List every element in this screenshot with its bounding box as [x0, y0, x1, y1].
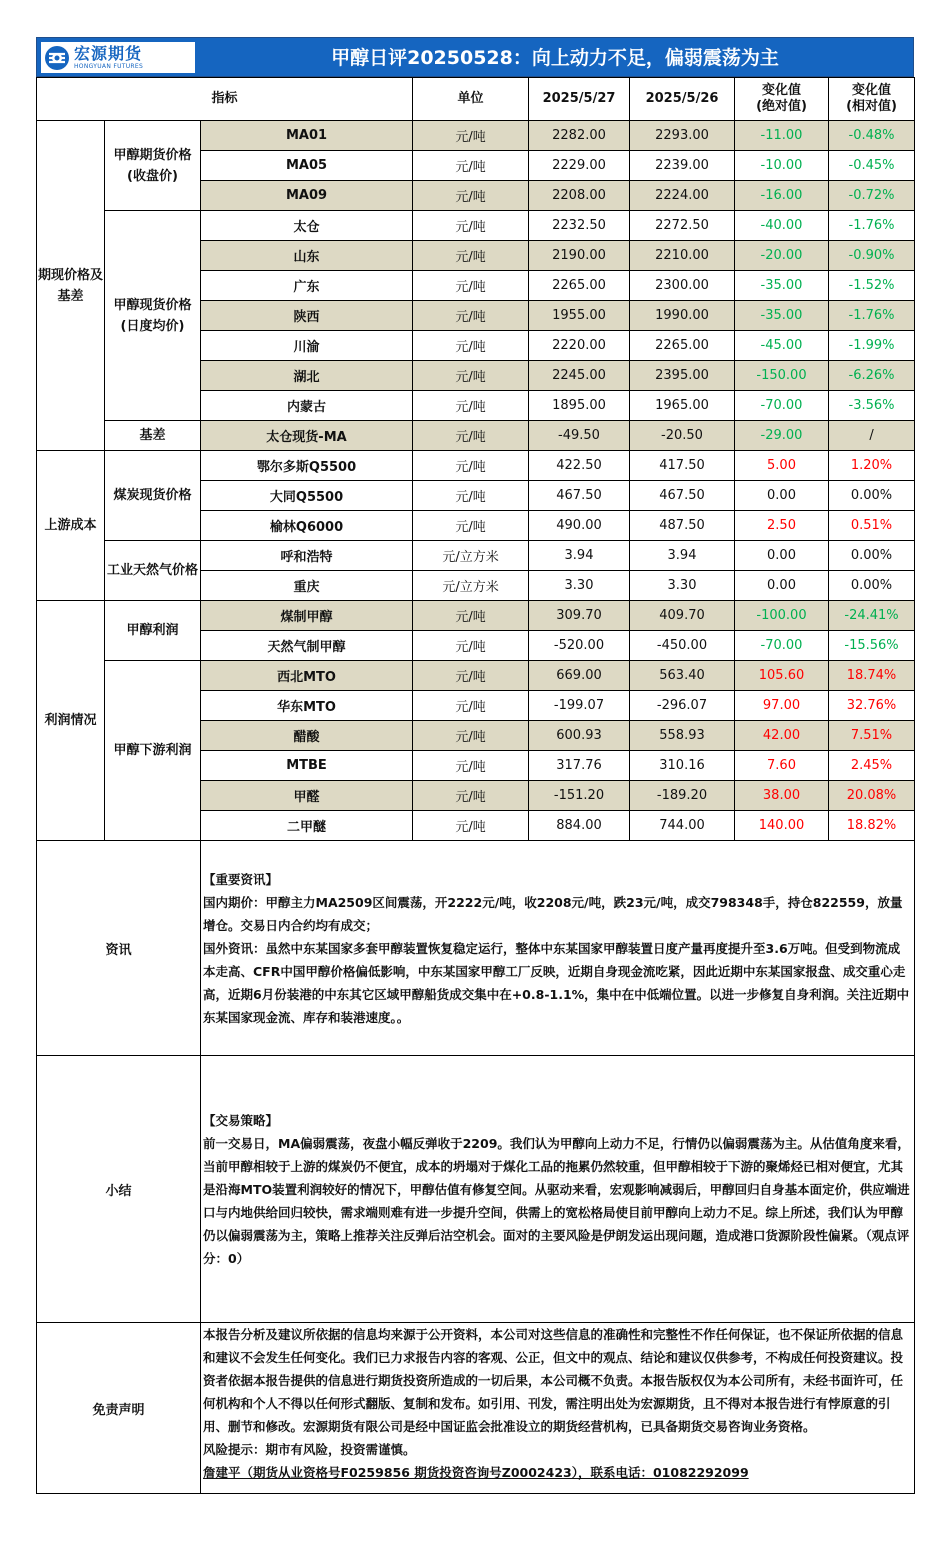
row-unit: 元/吨 — [413, 421, 529, 451]
row-value-date2: 2224.00 — [630, 181, 735, 211]
row-unit: 元/吨 — [413, 811, 529, 841]
row-rel-change: 7.51% — [829, 721, 915, 751]
row-abs-change: 2.50 — [735, 511, 829, 541]
row-unit: 元/吨 — [413, 271, 529, 301]
row-abs-change: -29.00 — [735, 421, 829, 451]
table-row — [37, 661, 915, 691]
row-unit: 元/吨 — [413, 331, 529, 361]
row-rel-change: -6.26% — [829, 361, 915, 391]
row-value-date2: 2210.00 — [630, 241, 735, 271]
row-indicator: 呼和浩特 — [201, 541, 413, 571]
row-indicator: 太仓现货-MA — [201, 421, 413, 451]
row-unit: 元/吨 — [413, 391, 529, 421]
row-rel-change: -1.99% — [829, 331, 915, 361]
summary-body: 前一交易日，MA偏弱震荡，夜盘小幅反弹收于2209。我们认为甲醇向上动力不足，行情仍以偏弱震荡为主。从估值角度来看，当前甲醇相较于上游的煤炭仍不便宜，成本的坍塌对于煤化工品的拖累仍然较重，但甲醇相较于下游的聚烯烃已相对便宜，尤其是沿海MTO装置利润较好的情况下，甲醇估值有修复空间。从驱动来看，宏观影响减弱后，甲醇回归自身基本面定价，供应端进口与内地供给回归较快，需求端则难有进一步提升空间，供需上的宽松格局使目前甲醇向上动力不足。综上所述，我们认为甲醇仍以偏弱震荡为主，策略上推荐关注反弹后沽空机会。面对的主要风险是伊朗发运出现问题，造成港口货源阶段性偏紧。（观点评分：0） — [203, 1135, 910, 1266]
row-unit: 元/立方米 — [413, 571, 529, 601]
row-value-date2: 2395.00 — [630, 361, 735, 391]
section-s3: 利润情况 — [37, 601, 105, 841]
row-value-date2: 409.70 — [630, 601, 735, 631]
row-indicator: 华东MTO — [201, 691, 413, 721]
row-value-date2: -296.07 — [630, 691, 735, 721]
row-value-date1: 3.94 — [529, 541, 630, 571]
row-rel-change: 18.74% — [829, 661, 915, 691]
row-value-date1: 1895.00 — [529, 391, 630, 421]
row-rel-change: 0.00% — [829, 481, 915, 511]
row-abs-change: 140.00 — [735, 811, 829, 841]
row-indicator: MA05 — [201, 151, 413, 181]
col-unit: 单位 — [413, 78, 529, 121]
group-g6: 甲醇利润 — [105, 601, 201, 661]
row-value-date2: 744.00 — [630, 811, 735, 841]
group-g4: 煤炭现货价格 — [105, 451, 201, 541]
news-label: 资讯 — [37, 841, 201, 1056]
row-unit: 元/吨 — [413, 121, 529, 151]
row-unit: 元/吨 — [413, 361, 529, 391]
table-row — [37, 601, 915, 631]
row-rel-change: -24.41% — [829, 601, 915, 631]
row-indicator: 广东 — [201, 271, 413, 301]
row-abs-change: 97.00 — [735, 691, 829, 721]
row-indicator: 天然气制甲醇 — [201, 631, 413, 661]
row-indicator: 西北MTO — [201, 661, 413, 691]
row-value-date2: 3.30 — [630, 571, 735, 601]
row-value-date1: 309.70 — [529, 601, 630, 631]
summary-content — [201, 1056, 915, 1323]
row-rel-change: 1.20% — [829, 451, 915, 481]
row-abs-change: -35.00 — [735, 301, 829, 331]
row-abs-change: 105.60 — [735, 661, 829, 691]
row-indicator: 陕西 — [201, 301, 413, 331]
row-indicator: 甲醛 — [201, 781, 413, 811]
row-value-date2: -450.00 — [630, 631, 735, 661]
news-content — [201, 841, 915, 1056]
report-sheet — [36, 37, 914, 1494]
table-row — [37, 451, 915, 481]
row-value-date2: 2293.00 — [630, 121, 735, 151]
row-rel-change: -1.76% — [829, 211, 915, 241]
row-value-date1: 2208.00 — [529, 181, 630, 211]
row-value-date2: 563.40 — [630, 661, 735, 691]
row-indicator: 鄂尔多斯Q5500 — [201, 451, 413, 481]
row-value-date1: -49.50 — [529, 421, 630, 451]
row-abs-change: -45.00 — [735, 331, 829, 361]
row-unit: 元/吨 — [413, 211, 529, 241]
row-rel-change: -0.90% — [829, 241, 915, 271]
col-rel-line2: (相对值) — [846, 99, 897, 114]
row-indicator: MA01 — [201, 121, 413, 151]
row-abs-change: 38.00 — [735, 781, 829, 811]
row-indicator: MA09 — [201, 181, 413, 211]
row-indicator: 醋酸 — [201, 721, 413, 751]
row-value-date1: 3.30 — [529, 571, 630, 601]
row-value-date2: -189.20 — [630, 781, 735, 811]
row-abs-change: -100.00 — [735, 601, 829, 631]
row-indicator: MTBE — [201, 751, 413, 781]
group-g3: 基差 — [105, 421, 201, 451]
row-rel-change: 0.00% — [829, 541, 915, 571]
text-table — [36, 841, 915, 1494]
news-heading: 【重要资讯】 — [203, 871, 279, 887]
data-table — [36, 77, 915, 841]
row-abs-change: -16.00 — [735, 181, 829, 211]
row-value-date1: -520.00 — [529, 631, 630, 661]
row-rel-change: -1.52% — [829, 271, 915, 301]
news-foreign: 国外资讯：虽然中东某国家多套甲醇装置恢复稳定运行，整体中东某国家甲醇装置日度产量再度提升至3.6万吨。但受到物流成本走高、CFR中国甲醇价格偏低影响，中东某国家甲醇工厂反映，近期自身现金流吃紧，因此近期中东某国家报盘、成交重心走高，近期6月份装港的中东其它区域甲醇船货成交集中在+0.8-1.1%，集中在中低端位置。以进一步修复自身利润。关注近期中东某国家现金流、库存和装港速度。。 — [203, 940, 910, 1025]
disclaimer-content — [201, 1323, 915, 1494]
row-unit: 元/吨 — [413, 181, 529, 211]
row-value-date2: 2272.50 — [630, 211, 735, 241]
row-rel-change: -3.56% — [829, 391, 915, 421]
row-value-date2: 2239.00 — [630, 151, 735, 181]
group-g2: 甲醇现货价格(日度均价) — [105, 211, 201, 421]
group-g7: 甲醇下游利润 — [105, 661, 201, 841]
row-abs-change: 5.00 — [735, 451, 829, 481]
row-value-date1: 2220.00 — [529, 331, 630, 361]
row-value-date1: 2282.00 — [529, 121, 630, 151]
table-row — [37, 541, 915, 571]
row-rel-change: -15.56% — [829, 631, 915, 661]
row-abs-change: 42.00 — [735, 721, 829, 751]
row-abs-change: -20.00 — [735, 241, 829, 271]
row-rel-change: 2.45% — [829, 751, 915, 781]
row-abs-change: 7.60 — [735, 751, 829, 781]
col-date1: 2025/5/27 — [529, 78, 630, 121]
col-abs-line2: (绝对值) — [756, 99, 807, 114]
row-abs-change: 0.00 — [735, 541, 829, 571]
col-indicator: 指标 — [37, 78, 413, 121]
row-unit: 元/立方米 — [413, 541, 529, 571]
row-unit: 元/吨 — [413, 721, 529, 751]
row-value-date1: 422.50 — [529, 451, 630, 481]
row-rel-change: -0.72% — [829, 181, 915, 211]
table-row — [37, 121, 915, 151]
row-indicator: 太仓 — [201, 211, 413, 241]
group-g1: 甲醇期货价格(收盘价) — [105, 121, 201, 211]
row-value-date1: 884.00 — [529, 811, 630, 841]
disclaimer-label: 免责声明 — [37, 1323, 201, 1494]
col-rel-line1: 变化值 — [852, 83, 892, 98]
row-value-date2: 2300.00 — [630, 271, 735, 301]
row-indicator: 大同Q5500 — [201, 481, 413, 511]
logo-en: HONGYUAN FUTURES — [74, 62, 144, 70]
row-value-date2: 487.50 — [630, 511, 735, 541]
disclaimer-risk: 风险提示：期市有风险，投资需谨慎。 — [203, 1442, 416, 1457]
row-abs-change: -70.00 — [735, 391, 829, 421]
row-value-date1: 2229.00 — [529, 151, 630, 181]
col-date2: 2025/5/26 — [630, 78, 735, 121]
row-abs-change: 0.00 — [735, 481, 829, 511]
row-unit: 元/吨 — [413, 661, 529, 691]
col-abs-change — [735, 78, 829, 121]
row-abs-change: -40.00 — [735, 211, 829, 241]
section-s2: 上游成本 — [37, 451, 105, 601]
row-rel-change: / — [829, 421, 915, 451]
row-value-date1: 600.93 — [529, 721, 630, 751]
table-row — [37, 421, 915, 451]
disclaimer-analyst: 詹建平（期货从业资格号F0259856 期货投资咨询号Z0002423），联系电话：01082292099 — [203, 1465, 749, 1480]
row-indicator: 煤制甲醇 — [201, 601, 413, 631]
col-abs-line1: 变化值 — [762, 83, 802, 98]
logo-cn: 宏源期货 — [74, 43, 143, 63]
row-unit: 元/吨 — [413, 301, 529, 331]
row-value-date1: 317.76 — [529, 751, 630, 781]
row-value-date2: 1990.00 — [630, 301, 735, 331]
row-indicator: 重庆 — [201, 571, 413, 601]
row-value-date2: -20.50 — [630, 421, 735, 451]
row-rel-change: 18.82% — [829, 811, 915, 841]
row-unit: 元/吨 — [413, 781, 529, 811]
row-rel-change: -1.76% — [829, 301, 915, 331]
row-value-date2: 558.93 — [630, 721, 735, 751]
report-title: 甲醇日评20250528：向上动力不足，偏弱震荡为主 — [331, 47, 779, 69]
row-value-date2: 417.50 — [630, 451, 735, 481]
row-indicator: 内蒙古 — [201, 391, 413, 421]
row-unit: 元/吨 — [413, 601, 529, 631]
table-row — [37, 211, 915, 241]
row-value-date2: 467.50 — [630, 481, 735, 511]
row-unit: 元/吨 — [413, 751, 529, 781]
row-rel-change: 20.08% — [829, 781, 915, 811]
row-value-date2: 2265.00 — [630, 331, 735, 361]
row-unit: 元/吨 — [413, 631, 529, 661]
row-value-date2: 3.94 — [630, 541, 735, 571]
row-unit: 元/吨 — [413, 481, 529, 511]
summary-label: 小结 — [37, 1056, 201, 1323]
company-logo — [41, 42, 195, 73]
row-unit: 元/吨 — [413, 691, 529, 721]
row-abs-change: -150.00 — [735, 361, 829, 391]
row-unit: 元/吨 — [413, 451, 529, 481]
row-value-date1: -199.07 — [529, 691, 630, 721]
row-value-date1: 2190.00 — [529, 241, 630, 271]
row-indicator: 川渝 — [201, 331, 413, 361]
title-bar — [36, 37, 914, 77]
row-indicator: 榆林Q6000 — [201, 511, 413, 541]
row-abs-change: -70.00 — [735, 631, 829, 661]
row-indicator: 湖北 — [201, 361, 413, 391]
news-domestic: 国内期价：甲醇主力MA2509区间震荡，开2222元/吨，收2208元/吨，跌23元/吨，成交798348手，持仓822559，放量增仓。交易日内合约均有成交； — [203, 894, 903, 933]
row-rel-change: 32.76% — [829, 691, 915, 721]
row-value-date1: 2265.00 — [529, 271, 630, 301]
row-value-date1: 467.50 — [529, 481, 630, 511]
row-indicator: 山东 — [201, 241, 413, 271]
row-value-date2: 310.16 — [630, 751, 735, 781]
row-value-date1: 2232.50 — [529, 211, 630, 241]
row-value-date1: -151.20 — [529, 781, 630, 811]
row-abs-change: 0.00 — [735, 571, 829, 601]
row-value-date2: 1965.00 — [630, 391, 735, 421]
row-abs-change: -10.00 — [735, 151, 829, 181]
col-rel-change — [829, 78, 915, 121]
row-abs-change: -11.00 — [735, 121, 829, 151]
row-value-date1: 1955.00 — [529, 301, 630, 331]
row-unit: 元/吨 — [413, 151, 529, 181]
row-unit: 元/吨 — [413, 511, 529, 541]
group-g5: 工业天然气价格 — [105, 541, 201, 601]
logo-mark-icon — [44, 45, 70, 71]
row-abs-change: -35.00 — [735, 271, 829, 301]
row-value-date1: 669.00 — [529, 661, 630, 691]
section-s1: 期现价格及基差 — [37, 121, 105, 451]
row-rel-change: 0.00% — [829, 571, 915, 601]
row-rel-change: 0.51% — [829, 511, 915, 541]
disclaimer-body: 本报告分析及建议所依据的信息均来源于公开资料，本公司对这些信息的准确性和完整性不作任何保证，也不保证所依据的信息和建议不会发生任何变化。我们已力求报告内容的客观、公正，但文中的观点、结论和建议仅供参考，不构成任何投资建议。投资者依据本报告提供的信息进行期货投资所造成的一切后果，本公司概不负责。本报告版权仅为本公司所有，未经书面许可，任何机构和个人不得以任何形式翻版、复制和发布。如引用、刊发，需注明出处为宏源期货，且不得对本报告进行有悖原意的引用、删节和修改。宏源期货有限公司是经中国证监会批准设立的期货经营机构，已具备期货交易咨询业务资格。 — [203, 1327, 904, 1434]
summary-heading: 【交易策略】 — [203, 1112, 279, 1128]
row-value-date1: 490.00 — [529, 511, 630, 541]
row-rel-change: -0.48% — [829, 121, 915, 151]
row-value-date1: 2245.00 — [529, 361, 630, 391]
row-rel-change: -0.45% — [829, 151, 915, 181]
row-unit: 元/吨 — [413, 241, 529, 271]
row-indicator: 二甲醚 — [201, 811, 413, 841]
